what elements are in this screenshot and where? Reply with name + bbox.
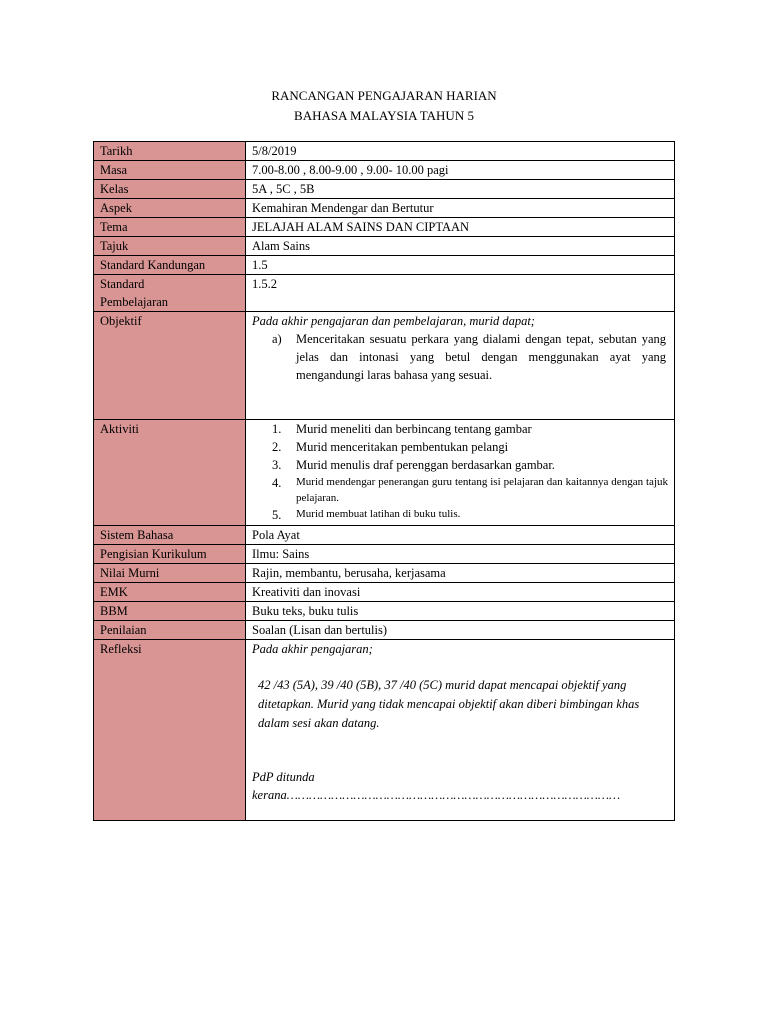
label-aspek: Aspek bbox=[94, 199, 246, 218]
aktiviti-item-marker: 3. bbox=[272, 458, 282, 472]
label-standard-pembelajaran-line2: Pembelajaran bbox=[100, 295, 169, 309]
row-penilaian bbox=[94, 621, 675, 640]
row-pengisian-kurikulum bbox=[94, 545, 675, 564]
label-bbm: BBM bbox=[94, 602, 246, 621]
aktiviti-item-text: Murid meneliti dan berbincang tentang gambar bbox=[296, 422, 532, 436]
aktiviti-item-marker: 2. bbox=[272, 440, 282, 454]
value-emk: Kreativiti dan inovasi bbox=[246, 583, 675, 602]
lesson-plan-table bbox=[93, 141, 675, 821]
row-standard-pembelajaran bbox=[94, 275, 675, 312]
label-emk: EMK bbox=[94, 583, 246, 602]
row-standard-kandungan bbox=[94, 256, 675, 275]
aktiviti-item bbox=[252, 506, 668, 524]
label-standard-kandungan: Standard Kandungan bbox=[94, 256, 246, 275]
label-tajuk: Tajuk bbox=[94, 237, 246, 256]
objektif-intro: Pada akhir pengajaran dan pembelajaran, murid dapat; bbox=[252, 314, 535, 328]
value-tema: JELAJAH ALAM SAINS DAN CIPTAAN bbox=[246, 218, 675, 237]
label-sistem-bahasa: Sistem Bahasa bbox=[94, 526, 246, 545]
value-pengisian-kurikulum: Ilmu: Sains bbox=[246, 545, 675, 564]
label-penilaian: Penilaian bbox=[94, 621, 246, 640]
value-objektif bbox=[246, 312, 675, 420]
value-kelas: 5A , 5C , 5B bbox=[246, 180, 675, 199]
value-tajuk: Alam Sains bbox=[246, 237, 675, 256]
label-pengisian-kurikulum: Pengisian Kurikulum bbox=[94, 545, 246, 564]
objektif-item bbox=[252, 330, 668, 384]
row-aktiviti bbox=[94, 420, 675, 526]
aktiviti-item-text: Murid menulis draf perenggan berdasarkan gambar. bbox=[296, 458, 555, 472]
label-aktiviti: Aktiviti bbox=[94, 420, 246, 526]
row-nilai-murni bbox=[94, 564, 675, 583]
label-standard-pembelajaran bbox=[94, 275, 246, 312]
document-title: RANCANGAN PENGAJARAN HARIAN bbox=[271, 88, 497, 103]
value-aspek: Kemahiran Mendengar dan Bertutur bbox=[246, 199, 675, 218]
value-standard-pembelajaran: 1.5.2 bbox=[246, 275, 675, 312]
refleksi-body: 42 /43 (5A), 39 /40 (5B), 37 /40 (5C) murid dapat mencapai objektif yang ditetapkan. Murid yang tidak mencapai objektif akan diberi bimbingan khas dalam sesi akan datang. bbox=[258, 678, 640, 730]
label-standard-pembelajaran-line1: Standard bbox=[100, 277, 145, 291]
value-aktiviti bbox=[246, 420, 675, 526]
value-nilai-murni: Rajin, membantu, berusaha, kerjasama bbox=[246, 564, 675, 583]
refleksi-pdp-line1: PdP ditunda bbox=[252, 770, 315, 784]
row-objektif bbox=[94, 312, 675, 420]
row-tema bbox=[94, 218, 675, 237]
label-kelas: Kelas bbox=[94, 180, 246, 199]
aktiviti-item-text: Murid mendengar penerangan guru tentang isi pelajaran dan kaitannya dengan tajuk pelajaran. bbox=[296, 476, 668, 504]
row-tarikh bbox=[94, 142, 675, 161]
aktiviti-item-marker: 5. bbox=[272, 508, 282, 522]
value-tarikh: 5/8/2019 bbox=[246, 142, 675, 161]
row-bbm bbox=[94, 602, 675, 621]
aktiviti-item-text: Murid menceritakan pembentukan pelangi bbox=[296, 440, 509, 454]
aktiviti-item bbox=[252, 420, 668, 438]
label-masa: Masa bbox=[94, 161, 246, 180]
row-refleksi bbox=[94, 640, 675, 821]
value-masa: 7.00-8.00 , 8.00-9.00 , 9.00- 10.00 pagi bbox=[246, 161, 675, 180]
row-kelas bbox=[94, 180, 675, 199]
value-sistem-bahasa: Pola Ayat bbox=[246, 526, 675, 545]
value-bbm: Buku teks, buku tulis bbox=[246, 602, 675, 621]
row-masa bbox=[94, 161, 675, 180]
label-objektif: Objektif bbox=[94, 312, 246, 420]
aktiviti-item bbox=[252, 456, 668, 474]
aktiviti-item bbox=[252, 474, 668, 506]
refleksi-intro: Pada akhir pengajaran; bbox=[252, 642, 373, 656]
label-tarikh: Tarikh bbox=[94, 142, 246, 161]
row-tajuk bbox=[94, 237, 675, 256]
row-aspek bbox=[94, 199, 675, 218]
label-tema: Tema bbox=[94, 218, 246, 237]
value-penilaian: Soalan (Lisan dan bertulis) bbox=[246, 621, 675, 640]
refleksi-pdp-line2: kerana……………………………………………………………………………… bbox=[252, 788, 621, 802]
label-refleksi: Refleksi bbox=[94, 640, 246, 821]
objektif-list bbox=[252, 330, 668, 384]
value-standard-kandungan: 1.5 bbox=[246, 256, 675, 275]
value-refleksi bbox=[246, 640, 675, 821]
aktiviti-item-text: Murid membuat latihan di buku tulis. bbox=[296, 508, 461, 520]
aktiviti-item-marker: 1. bbox=[272, 422, 282, 436]
aktiviti-list bbox=[252, 420, 668, 524]
objektif-item-text: Menceritakan sesuatu perkara yang dialami dengan tepat, sebutan yang jelas dan intonasi yang betul dengan menggunakan ayat yang mengandungi laras bahasa yang sesuai. bbox=[296, 332, 666, 382]
objektif-item-marker: a) bbox=[272, 332, 282, 346]
row-sistem-bahasa bbox=[94, 526, 675, 545]
label-nilai-murni: Nilai Murni bbox=[94, 564, 246, 583]
aktiviti-item bbox=[252, 438, 668, 456]
row-emk bbox=[94, 583, 675, 602]
document-subtitle: BAHASA MALAYSIA TAHUN 5 bbox=[294, 108, 474, 123]
aktiviti-item-marker: 4. bbox=[272, 476, 282, 490]
